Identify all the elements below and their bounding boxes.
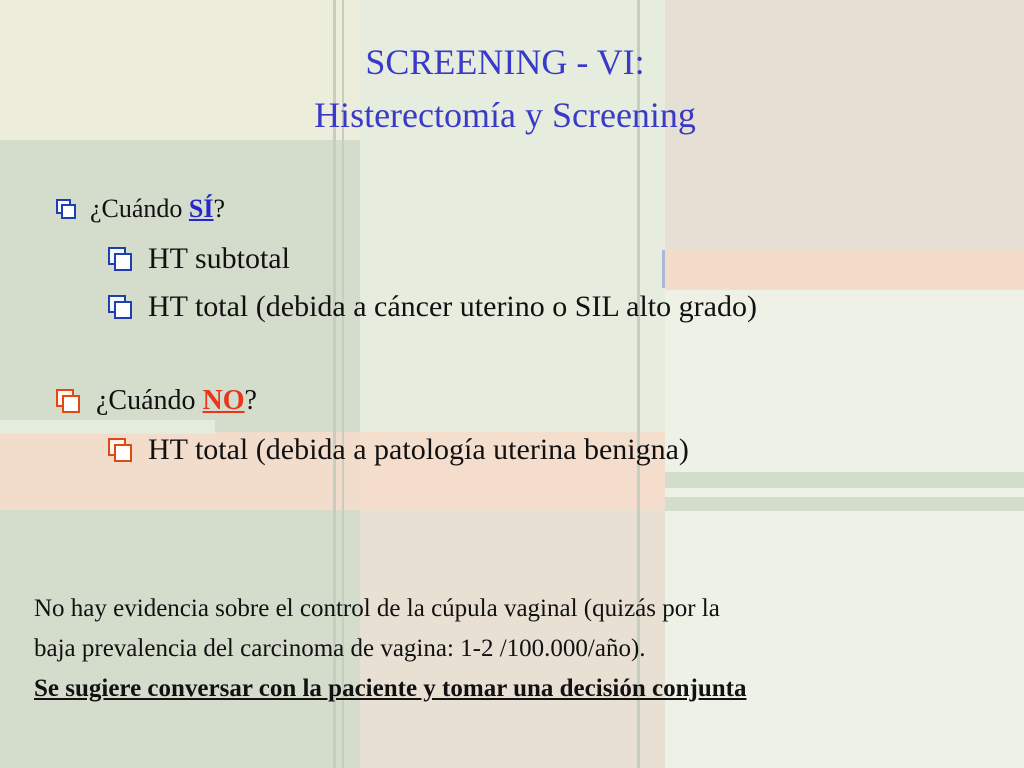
when-yes-item-text: HT total (debida a cáncer uterino o SIL alto grado) xyxy=(148,290,757,323)
when-no-item-text: HT total (debida a patología uterina benigna) xyxy=(148,433,689,466)
when-yes-item xyxy=(108,238,290,280)
bg-band-right-2 xyxy=(665,497,1024,511)
square-bullet-icon xyxy=(56,199,78,219)
bullet-when-no xyxy=(56,380,257,422)
slide-title-line2: Histerectomía y Screening xyxy=(314,95,696,135)
when-yes-suffix: ? xyxy=(213,194,226,223)
square-bullet-icon xyxy=(56,389,82,413)
when-yes-item-text: HT subtotal xyxy=(148,242,290,275)
recommendation-text: Se sugiere conversar con la paciente y tomar una decisión conjunta xyxy=(34,675,747,702)
square-bullet-icon xyxy=(108,438,134,462)
bg-band-right-1 xyxy=(665,472,1024,488)
note-line2: baja prevalencia del carcinoma de vagina: 1-2 /100.000/año). xyxy=(34,635,646,662)
note-line1: No hay evidencia sobre el control de la cúpula vaginal (quizás por la xyxy=(34,595,720,622)
when-yes-item xyxy=(108,286,757,328)
when-no-suffix: ? xyxy=(244,385,257,416)
slide-title-line1: SCREENING - VI: xyxy=(365,42,645,82)
when-no-keyword: NO xyxy=(202,385,245,416)
square-bullet-icon xyxy=(108,295,134,319)
when-yes-keyword: SÍ xyxy=(188,194,214,223)
bullet-when-yes xyxy=(56,189,225,229)
bg-vline-4 xyxy=(662,250,665,288)
square-bullet-icon xyxy=(108,247,134,271)
when-no-item xyxy=(108,429,689,471)
when-yes-prefix: ¿Cuándo xyxy=(90,194,189,223)
bg-right-peach xyxy=(665,250,1024,290)
when-no-prefix: ¿Cuándo xyxy=(96,385,203,416)
